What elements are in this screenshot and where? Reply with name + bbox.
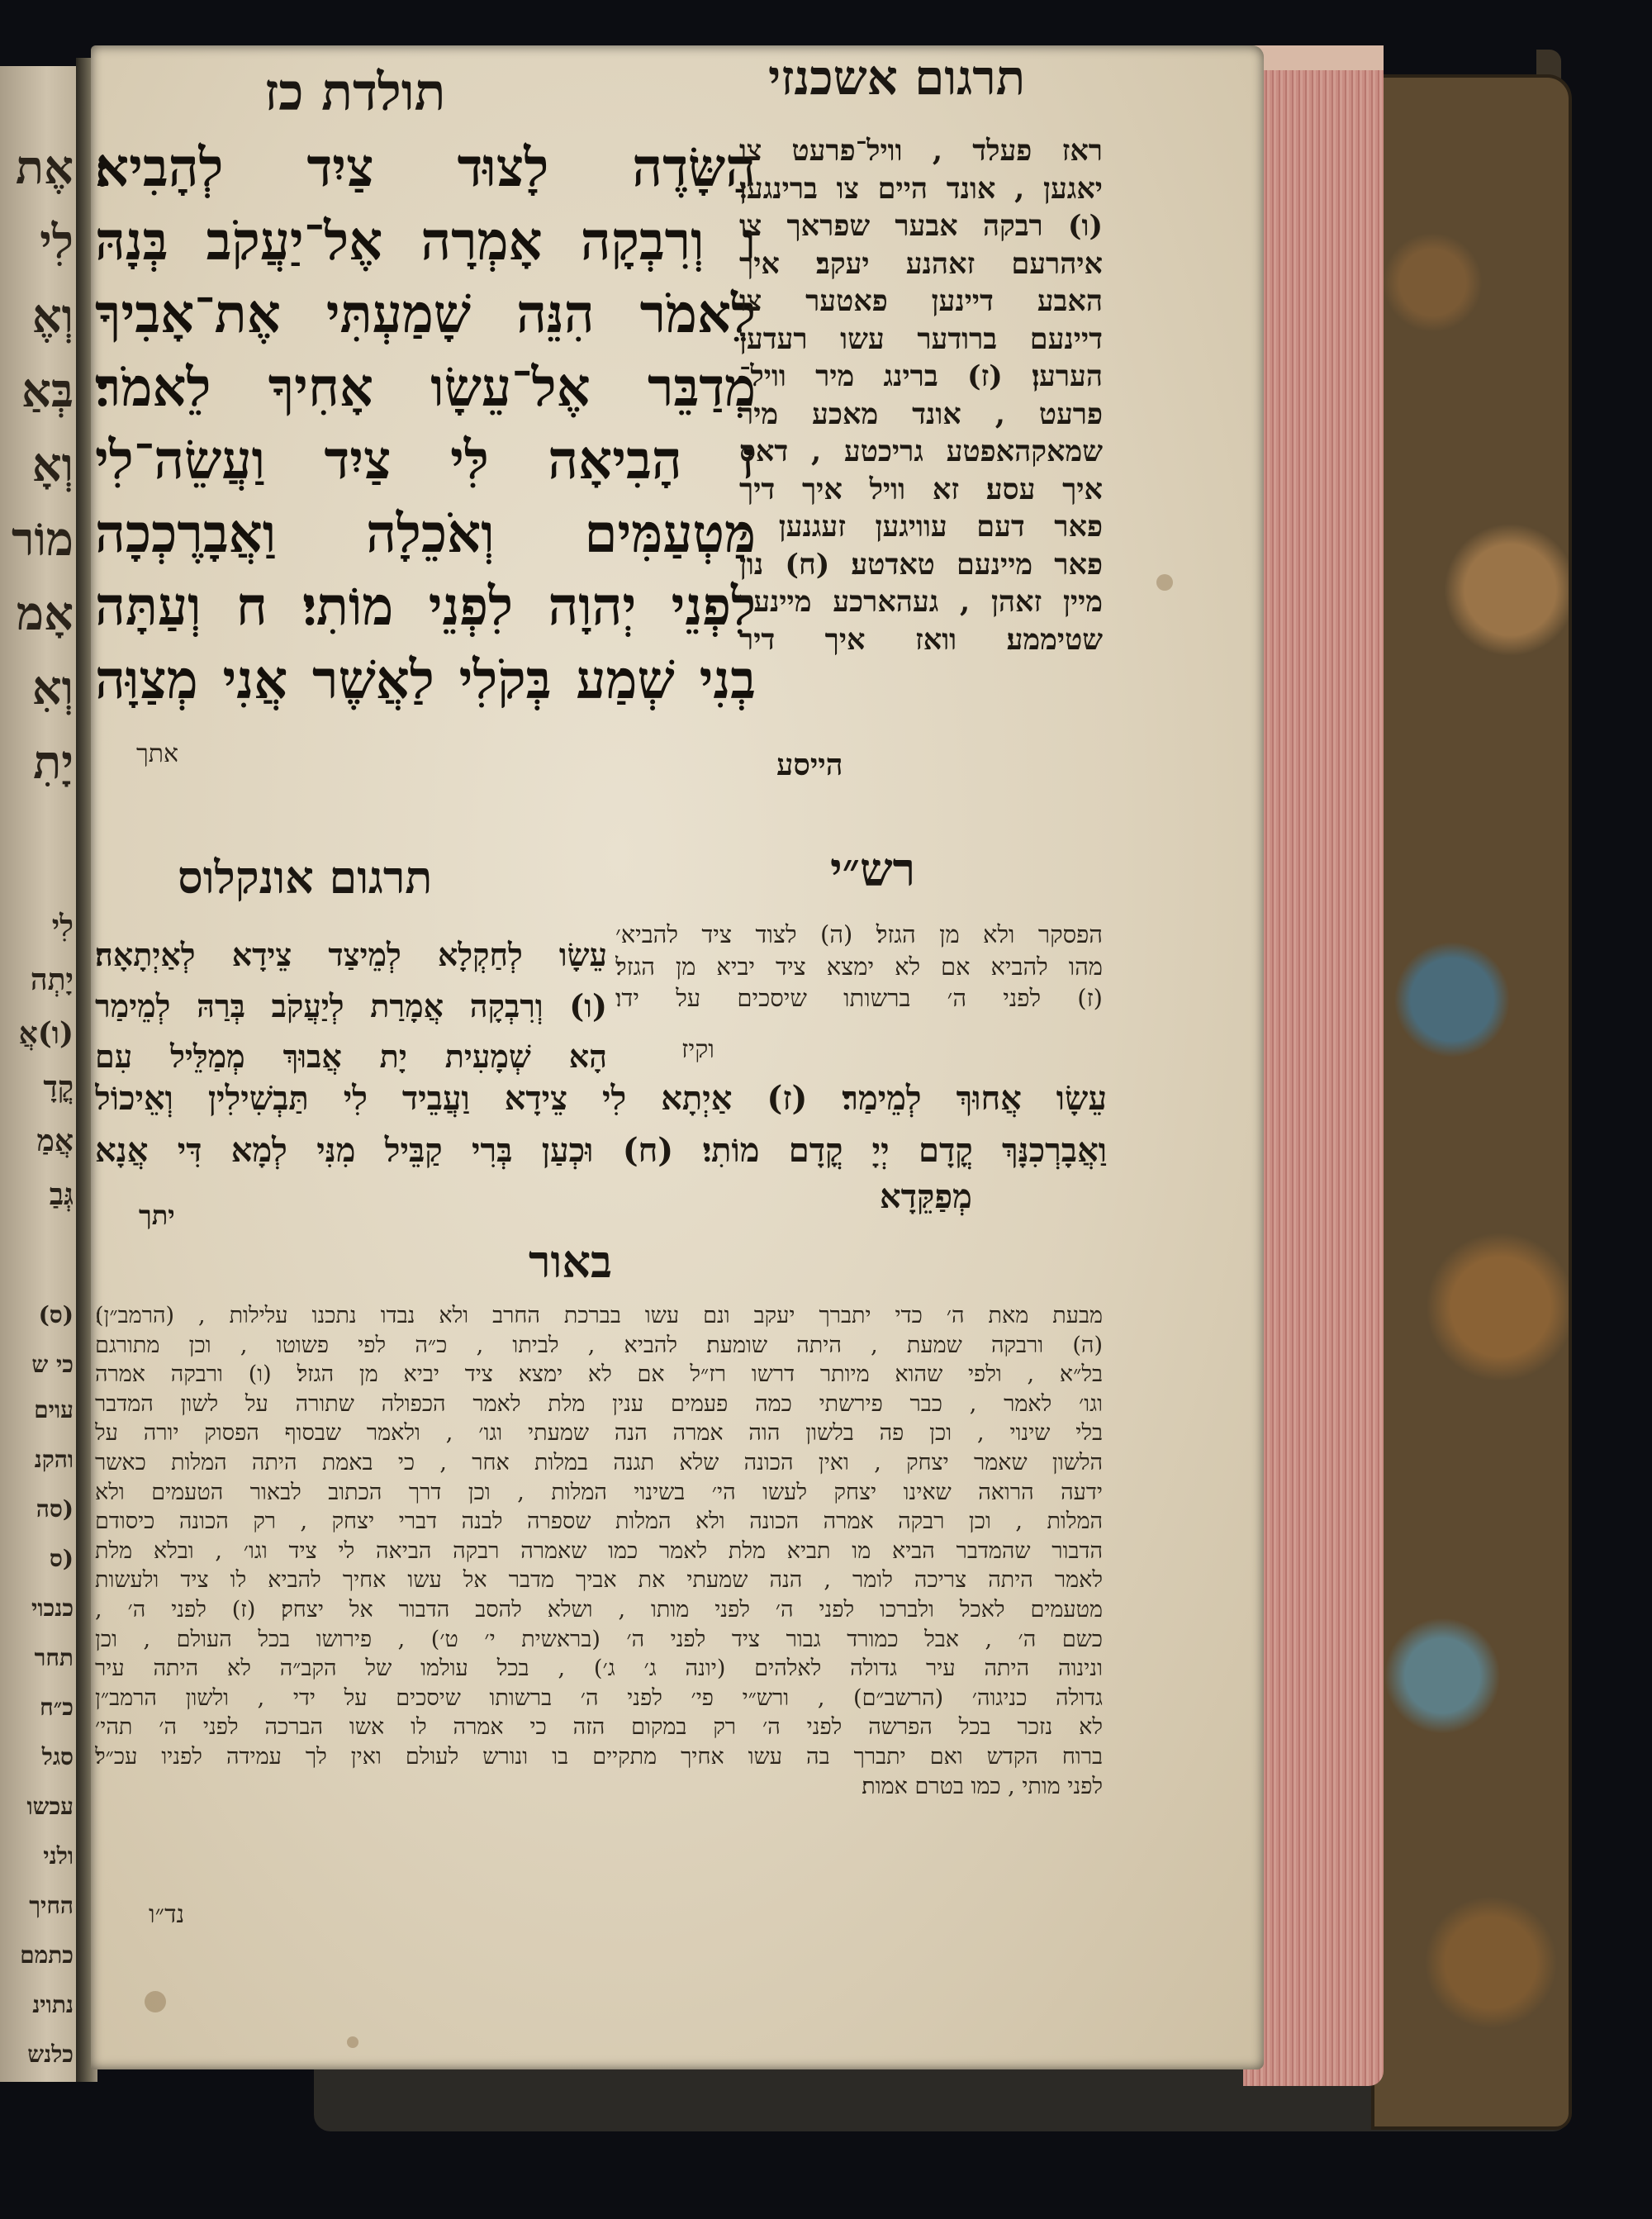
rashi-line: מהו להביא אם לא ימצא ציד יביא מן הגזל׃ (615, 952, 1103, 981)
onkelos-catchword: יתך (139, 1200, 175, 1231)
left-page-fragment: (ס) (38, 1301, 74, 1328)
left-page-fragment: עוים (34, 1396, 74, 1423)
left-page-fragment: תחר (34, 1644, 74, 1671)
left-page-fragment: (ס (49, 1545, 74, 1572)
torah-line: מְדַבֵּר אֶל־עֵשָׂו אָחִיךָ לֵאמֹר׃ (95, 356, 756, 419)
marbled-cover (1371, 74, 1572, 2130)
onkelos-column (95, 929, 607, 1082)
rashi-column (615, 919, 1103, 1014)
foxing-spot (347, 2036, 358, 2048)
left-page-fragment: (סה (36, 1495, 74, 1523)
onkelos-full-width-rows (95, 1072, 1107, 1176)
left-page-fragment: בְּאַ (21, 363, 74, 418)
biur-line: כשם ה׳ , אבל כמורד גבור ציד לפני ה׳ (בראשית י׳ ט׳) , פירושו בכל העולם , וכן (95, 1626, 1103, 1652)
left-page-fragment: (ו)אֲ (18, 1016, 74, 1051)
left-page-fragment: וְאָ (31, 438, 74, 492)
left-page-fragment: סגל (41, 1743, 74, 1770)
torah-line: הַשָּׂדֶה לָצוּד צַיִד לְהָבִיא׃ (95, 137, 756, 199)
biur-line: ברוח הקדש ואם יתברך בה עשו אחיך מתקיים בו ונורש לעולם ואין לך עמידה לפניו עכ״ל׃ (95, 1743, 1103, 1770)
left-page-fragment: לִי (51, 909, 74, 943)
biur-line: מטעמים לאכל ולברכו לפני ה׳ לפני מותו , ושלא להסב הדבור אל יצחק׃ (ז) לפני ה׳ , (95, 1596, 1103, 1623)
ashkenaz-line: איך עסע׃ זא וויל איך דיך (739, 472, 1103, 506)
left-page-fragment: והקנ (34, 1446, 74, 1473)
biur-line: מבעת מאת ה׳ כדי יתברך יעקב ונם עשו בברכת החרב ולא נבדו נתכנו עלילות , (הרמב״ן)׃ (95, 1303, 1103, 1328)
left-page-fragment: מוֹר (11, 512, 74, 567)
heading-rashi: רש״י (830, 843, 916, 897)
ashkenaz-line: הערען׃ (ז) ברינג מיר וויל־ (739, 359, 1103, 393)
left-page-fragment: כ״ח (40, 1694, 74, 1721)
biur-line: (ה) ורבקה שמעת , היתה שומעת׃ להביא , לביתו , כ״ה לפי פשוטו , וכן מתורגם (95, 1332, 1103, 1358)
left-page-fragment: עכשו (26, 1793, 74, 1820)
biur-line: הלשון שאמר יצחק , ואין הכונה שלא תגנה במלות אחר , כי באמת היתה המלות כאשר (95, 1449, 1103, 1475)
biur-line: ידעה הרואה שאינו יצחק לעשו הי׳ בשינוי המלות , וכן דרך הכתוב לבאור הטעמים ולא (95, 1479, 1103, 1505)
left-page-fragment: וְאֶ (31, 289, 74, 344)
left-page-fragment: יָתִ (33, 735, 74, 790)
rashi-line: (ז) לפני ה׳ ברשותו שיסכים על ידו׃ (615, 984, 1103, 1012)
biur-commentary (95, 1301, 1103, 1801)
ashkenaz-line: (ו) רבקה אבער שפראך צו (739, 209, 1103, 243)
left-page-fragment: קֳדָ (43, 1070, 74, 1105)
left-page-fragment: כי ש (31, 1351, 74, 1378)
left-page-fragment: אֶת (15, 140, 74, 195)
left-page-fragment: וְאִ (31, 661, 74, 715)
onkelos-line: הָא שְׁמָעִית יָת אֲבוּךְ מְמַלֵּיל עִם (95, 1038, 607, 1075)
ashkenaz-catchword: הייסע (776, 748, 843, 782)
heading-onkelos: תרגום אונקלוס (178, 851, 433, 904)
biur-line: וגו׳ לאמר , כבר פירשתי כמה פעמים ענין מלת לאמר הכפולה שתורה על לשון המדבר (95, 1390, 1103, 1417)
ashkenaz-line: ראז פעלד , וויל־פרעט צו (739, 134, 1103, 168)
torah-line: לִפְנֵי יְהוָה לִפְנֵי מוֹתִי׃ ח וְעַתָּה (95, 576, 756, 638)
torah-text-column (95, 132, 756, 717)
signature-mark: נד״ו (149, 1900, 185, 1929)
foxing-spot (145, 1991, 166, 2012)
left-page-fragment: כנכוי (31, 1594, 74, 1622)
ashkenaz-line: פרעט , אונד מאכע מיר (739, 397, 1103, 431)
onkelos-line: וַאֲבָרְכִנָּךְ קֳדָם יְיָ קֳדָם מוֹתִי׃ (ח) וּכְעַן בְּרִי קַבֵּיל מִנִּי לְמָא דִּי אֲנָא (95, 1131, 1107, 1170)
left-page-fragment: יָתְה (30, 962, 74, 997)
torah-line: מַטְעַמִּים וְאֹכֵלָה וַאֲבָרֶכְכָה (95, 502, 756, 565)
left-page-fragment: החיך (29, 1892, 74, 1919)
ashkenaz-line: מיין זאהן , געהארכע מיינער (739, 585, 1103, 619)
torah-catchword: אתך (136, 739, 179, 768)
ashkenaz-translation-column (739, 132, 1103, 658)
biur-line: הדבור שהמדבר הביא מו תביא מלת לאמר כמו שאמרה רבקה הביאה לי ציד וגו׳ , ובלא מלת (95, 1537, 1103, 1564)
biur-line: לאמר היתה צריכה לומר , הנה שמעתי את אביך מדבר אל עשו אחיך להביא לו ציד ולעשות (95, 1567, 1103, 1594)
ashkenaz-line: פאר דעם עוויגען זעגנען , (739, 510, 1103, 544)
left-page-fragment: ולני (43, 1842, 74, 1870)
running-head-right: תרגום אשכנזי (768, 50, 1026, 106)
biur-line: בלי שינוי , וכן פה בלשון הוה אמרה הנה שמעתי וגו׳ , ולאמר שבסוף הפסוק יורה על (95, 1420, 1103, 1447)
onkelos-line: עֵשָׂו אֲחוּךְ לְמֵימַר׃ (ז) אַיְתָא לִי צֵידָא וַעֲבֵיד לִי תַּבְשִׁילִין וְאֵיכוֹל (95, 1079, 1107, 1118)
biur-line: לפני מותי , כמו בטרם אמות׃ (862, 1773, 1103, 1799)
ashkenaz-line: דיינעם ברודער עשו רעדען (739, 321, 1103, 356)
left-page-fragment: לִי (40, 215, 74, 269)
left-page-fragment: כלנש (27, 2041, 74, 2068)
onkelos-line: עֵשָׂו לְחַקְלָא לְמֵיצַד צֵידָא לְאַיְתָאָה׃ (95, 936, 607, 973)
biur-line: המלות , וכן רבקה אמרה הכונה ולא המלות שספרה לבנה דברי יצחק , רק הכונה כיסודם (95, 1509, 1103, 1535)
heading-biur: באור (529, 1235, 613, 1288)
ashkenaz-line: יאגען , אונד היים צו ברינגען׃ (739, 171, 1103, 206)
ashkenaz-line: שמאקהאפטע גריכטע , דאס (739, 435, 1103, 468)
torah-line: ז הָבִיאָה לִּי צַיִד וַעֲשֵׂה־לִי (95, 430, 756, 492)
left-page-fragment: אָמ (16, 587, 74, 641)
ashkenaz-line: שטיממע׃ וואז איך דיר (739, 622, 1103, 657)
biur-line: ונינוה היתה עיר גדולה לאלהים (יונה ג׳ ג׳) , בכל עולמו של הקב״ה לא היתה עיר (95, 1656, 1103, 1682)
rashi-line: הפסקר ולא מן הגזל׃ (ה) לצוד ציד להביא׳ (615, 920, 1103, 948)
torah-line: ו וְרִבְקָה אָמְרָה אֶל־יַעֲקֹב בְּנָהּ (95, 210, 756, 273)
ashkenaz-line: פאר מיינעם טאדטע׃ (ח) נון (739, 547, 1103, 582)
left-page-fragment: כתמם (20, 1941, 74, 1969)
adjacent-left-page (0, 66, 80, 2082)
rashi-catchword: וקיז (681, 1035, 714, 1064)
biur-line: בל״א , ולפי שהוא מיותר דרשו רז״ל אם לא ימצא ציד יביא מן הגזל׃ (ו) ורבקה אמרה (95, 1361, 1103, 1388)
running-head-left: תולדת כז (264, 62, 446, 122)
torah-line: בְנִי שְׁמַע בְּקֹלִי לַאֲשֶׁר אֲנִי מְצַוָּה (95, 649, 756, 711)
left-page-fragment: אֲמַ (36, 1124, 74, 1158)
torah-line: לֵאמֹר הִנֵּה שָׁמַעְתִּי אֶת־אָבִיךָ (95, 283, 756, 345)
biur-line: לא נזכר בכל הפרשה לפני ה׳ רק במקום הזה כי אמרה לו אשו הברכה לפני ה׳ תהי׳ (95, 1714, 1103, 1741)
left-page-fragment: נתוינ (32, 1991, 74, 2018)
ashkenaz-line: איהרעם זאהנע יעקב׃ איך (739, 246, 1103, 281)
page-block-top (1247, 45, 1384, 70)
foxing-spot (1156, 574, 1173, 591)
page-block-edge (1243, 45, 1384, 2086)
biur-line: גדולה כניגוה׳ (הרשב״ם) , ורש״י פי׳ לפני ה׳ ברשותו שיסכים על ידי , ולשון הרמב״ן (95, 1684, 1103, 1711)
ashkenaz-line: האבע דיינען פאטער צו (739, 284, 1103, 318)
onkelos-line-tail: מְפַקֵּדָא (880, 1177, 972, 1216)
onkelos-line: (ו) וְרִבְקָה אֲמָרַת לְיַעֲקֹב בְּרַהּ לְמֵימַר (95, 986, 607, 1024)
left-page-fragment: גְּבַ (49, 1177, 74, 1212)
